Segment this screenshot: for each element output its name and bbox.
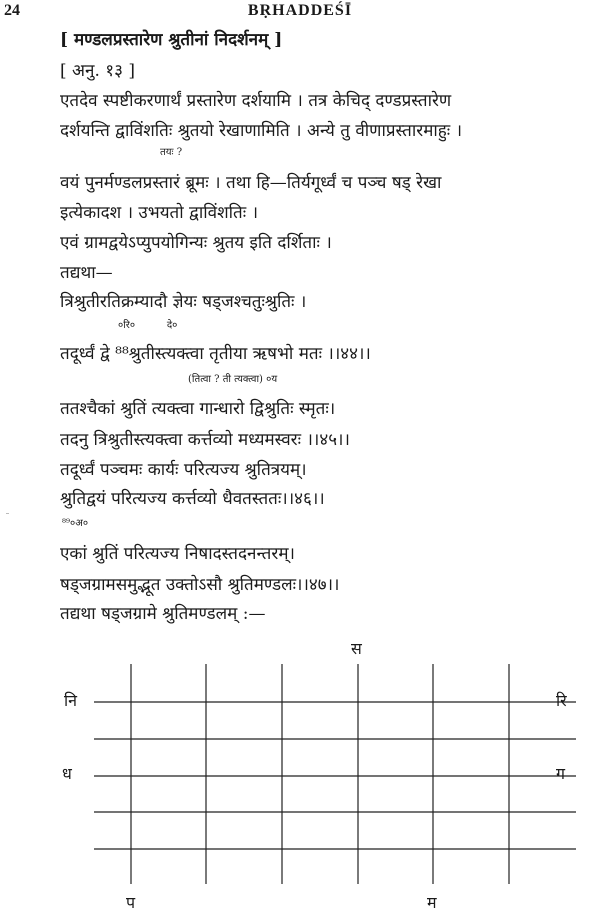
page-number: 24 [4,2,20,19]
text-line: एवं ग्रामद्वयेऽप्युपयोगिन्यः श्रुतय इति दर्शिताः । [60,233,332,253]
variant-note: ⁸⁹०अ० [62,518,89,529]
text-line: वयं पुनर्मण्डलप्रस्तारं ब्रूमः । तथा हि—तिर्यगूर्ध्वं च पञ्च षड् रेखा [60,173,442,193]
grid-label-ri: रि [556,691,567,710]
anuccheda-number: [ अनु. १३ ] [60,61,135,81]
verse-line: ततश्चैकां श्रुतिं त्यक्त्वा गान्धारो द्विश्रुतिः स्मृतः। [60,399,336,419]
verse-line: तदूर्ध्वं पञ्चमः कार्यः परित्यज्य श्रुतित्रयम्। [60,460,307,480]
grid-label-dha: ध [62,764,72,783]
grid-label-pa: प [126,893,136,912]
verse-line: षड्जग्रामसमुद्भूत उक्तोऽसौ श्रुतिमण्डलः।।४७।। [60,575,340,595]
verse-line: त्रिश्रुतीरतिक्रम्यादौ ज्ञेयः षड्जश्चतुःश्रुतिः । [60,292,307,312]
verse-line: एकां श्रुतिं परित्यज्य निषादस्तदनन्तरम्। [60,544,295,564]
variant-note: (तित्वा ? ती त्यक्त्वा) ०य [188,374,278,385]
section-title: [ मण्डलप्रस्तारेण श्रुतीनां निदर्शनम् ] [60,30,283,50]
text-line: इत्येकादश । उभयतो द्वाविंशतिः । [60,203,259,223]
margin-mark [6,513,9,514]
page-header [0,2,600,22]
verse-line: तदूर्ध्वं द्वे ⁸⁸श्रुतीस्त्यक्त्वा तृतीया ऋषभो मतः ।।४४।। [60,344,371,364]
text-line: तद्यथा— [60,263,113,283]
verse-line: तद्यथा षड्जग्रामे श्रुतिमण्डलम् :— [60,604,266,624]
variant-note: ०रि० दे० [118,320,178,331]
grid-label-ga: ग [556,764,566,783]
grid-label-ni: नि [64,691,78,710]
text-line: एतदेव स्पष्टीकरणार्थं प्रस्तारेण दर्शयामि । तत्र केचिद् दण्डप्रस्तारेण [60,91,452,111]
grid-label-sa: स [351,639,362,658]
running-head: BṚHADDEŚĪ [247,2,353,19]
verse-line: श्रुतिद्वयं परित्यज्य कर्त्तव्यो धैवतस्ततः।।४६।। [60,489,325,509]
text-line: दर्शयन्ति द्वाविंशतिः श्रुतयो रेखाणामिति । अन्ये तु वीणाप्रस्तारमाहुः । [60,121,463,141]
grid-label-ma: म [427,893,437,912]
verse-line: तदनु त्रिश्रुतीस्त्यक्त्वा कर्त्तव्यो मध्यमस्वरः ।।४५।। [60,430,350,450]
variant-note: तयः ? [160,147,183,158]
